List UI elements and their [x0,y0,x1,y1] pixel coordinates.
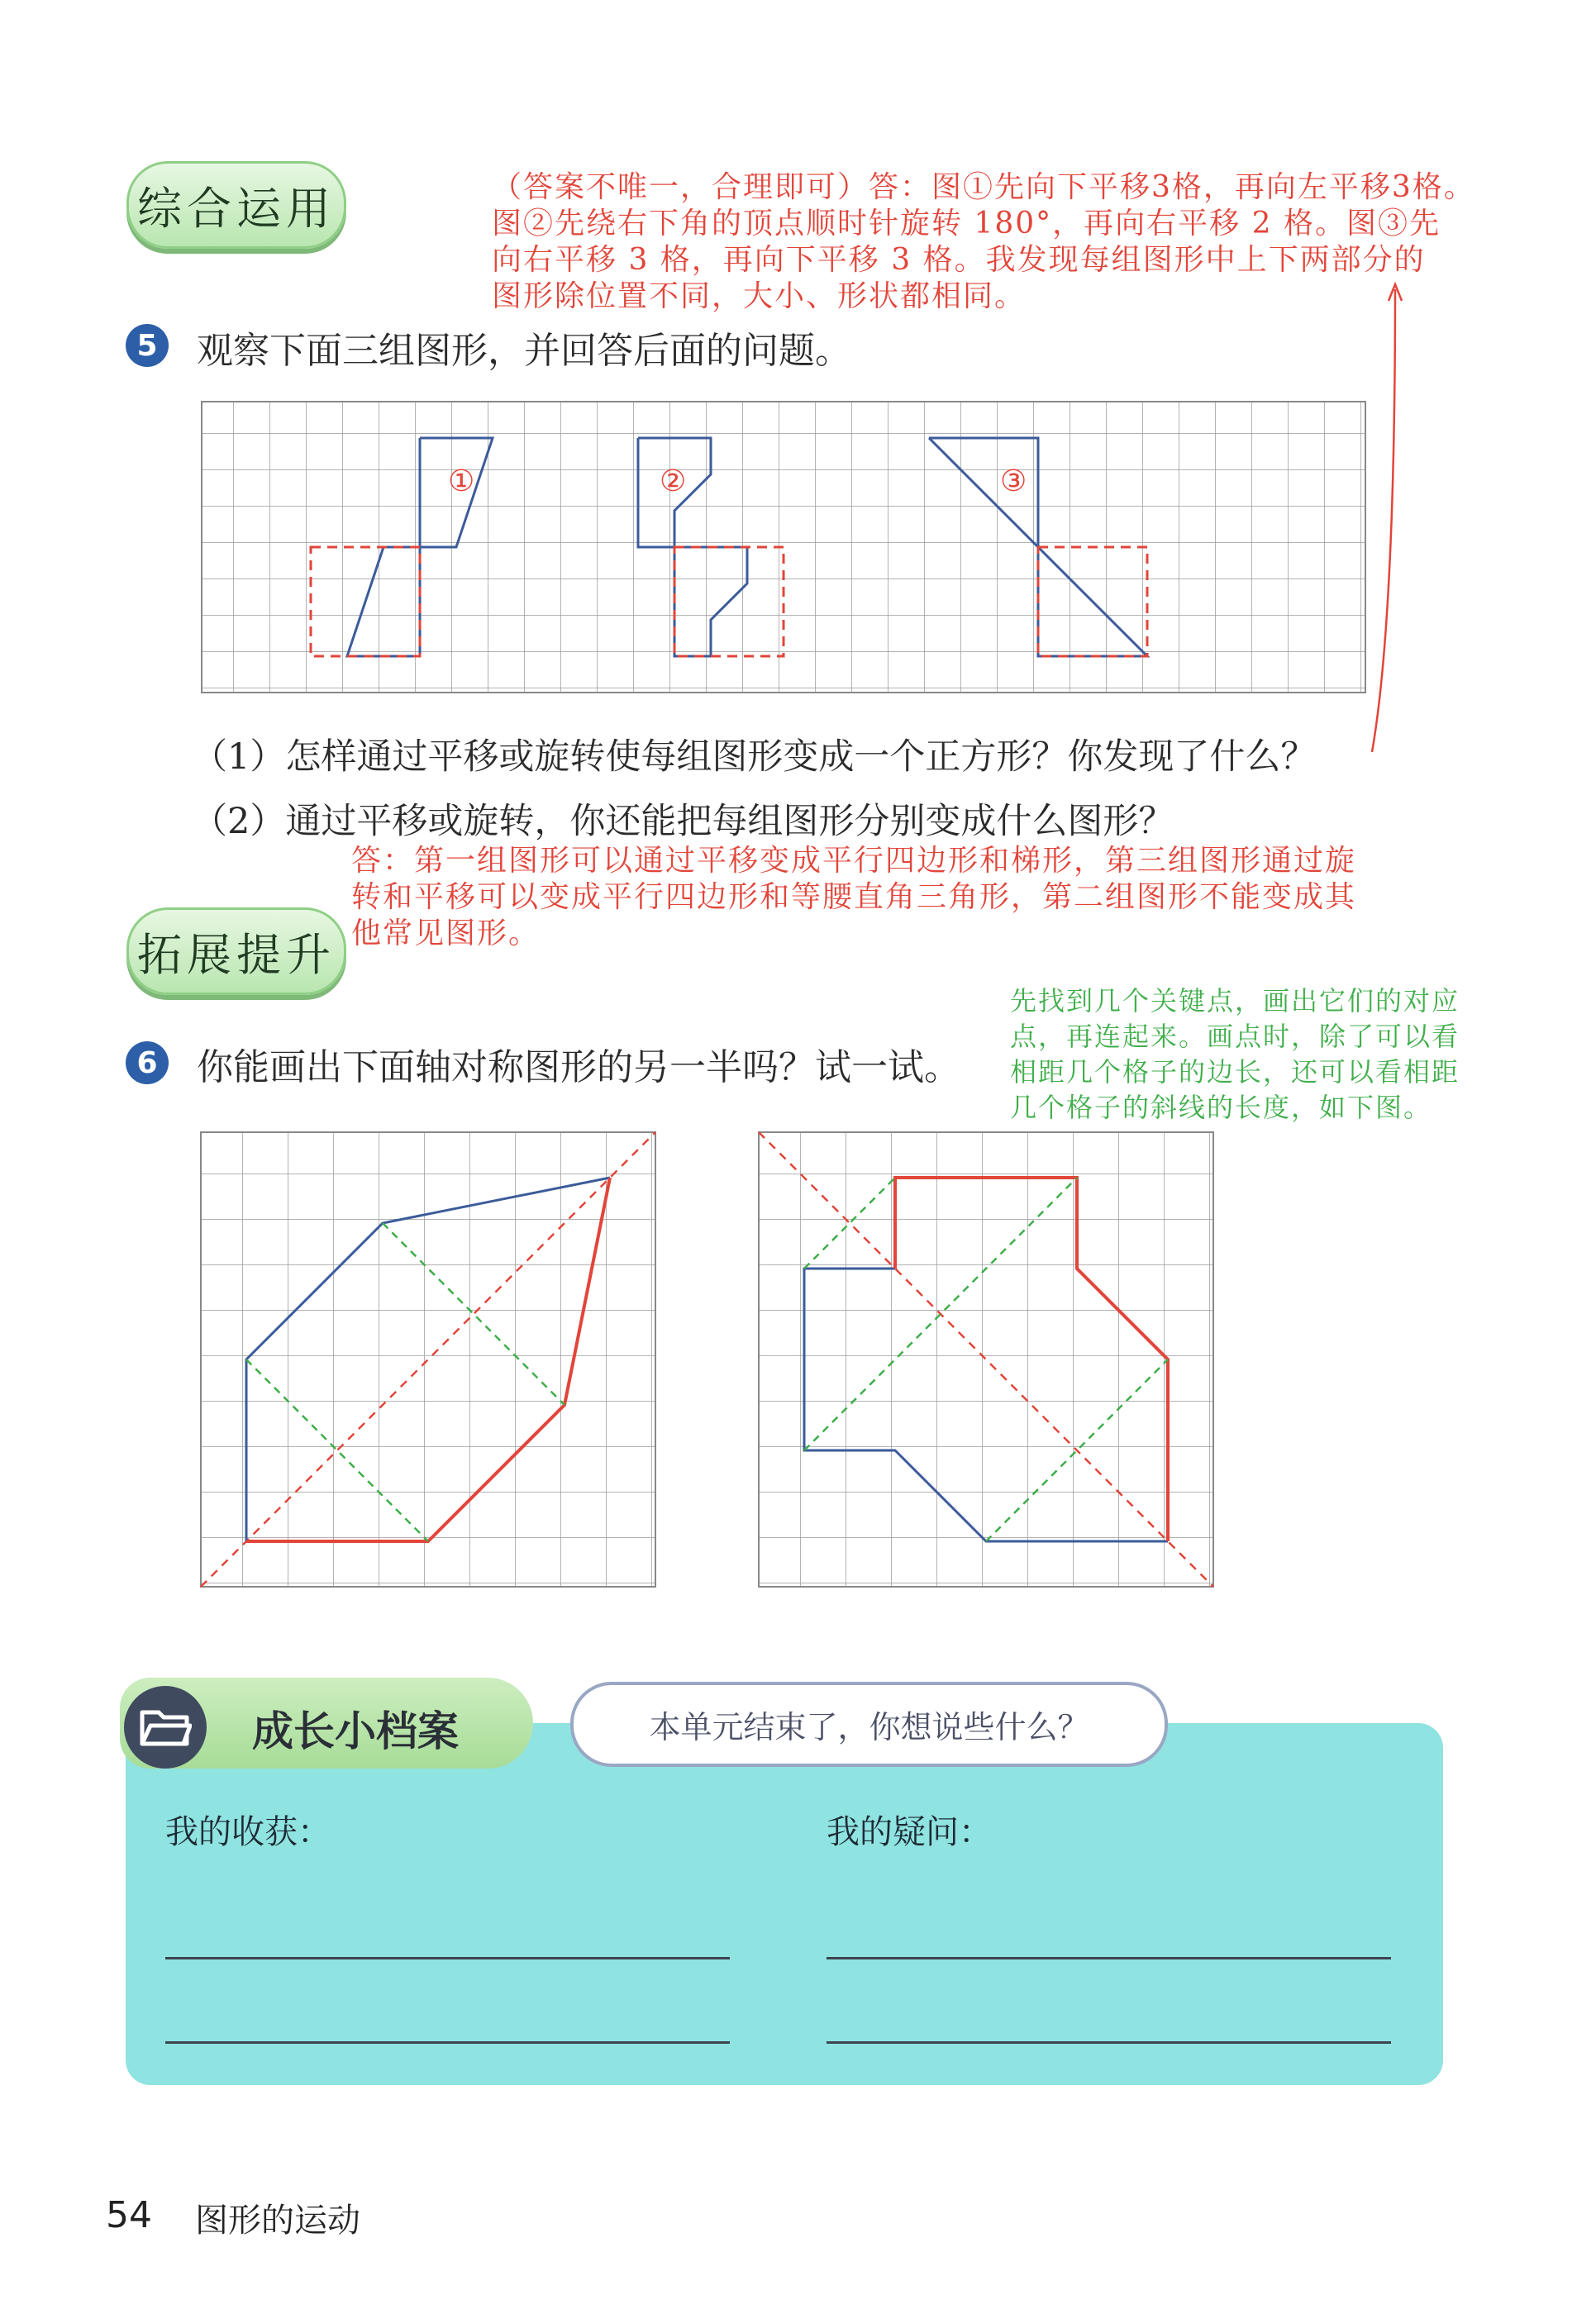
q5-answer-2-line: 他常见图形。 [351,917,541,950]
q5-sub-question-1: （1）怎样通过平移或旋转使每组图形变成一个正方形？你发现了什么？ [192,736,1317,778]
my-questions-label: 我的疑问： [827,1813,992,1851]
gains-answer-line-1[interactable] [165,1957,730,1959]
reflection-prompt-bubble [570,1682,1168,1767]
question-number-6-text: 6 [136,1045,158,1080]
q6-hint-line: 点，再连起来。画点时，除了可以看 [1010,1021,1460,1052]
q6-hint [1010,983,1460,1126]
question-number-6 [126,1041,169,1084]
q5-label-1: ① [448,464,475,498]
q6-figure-a [197,1128,668,1599]
q6-hint-line: 几个格子的斜线的长度，如下图。 [1010,1092,1432,1123]
section-label-zonghe [126,161,346,249]
q5-answer-1-line: （答案不唯一，合理即可）答：图①先向下平移3格，再向左平移3格。 [492,170,1475,204]
section-label-tuozhan-text: 拓展提升 [137,928,336,981]
q5-grid-figure [197,397,1387,702]
q5-answer-2 [351,843,1356,952]
folder-icon [124,1686,207,1769]
question-number-5-text: 5 [136,328,158,363]
question-number-5 [126,324,169,367]
section-label-zonghe-text: 综合运用 [137,182,336,235]
q5-answer-1 [492,169,1475,315]
question-5-text: 观察下面三组图形，并回答后面的问题。 [197,330,851,372]
my-gains-label: 我的收获： [165,1813,331,1851]
q6-figure-b [755,1128,1226,1599]
q5-label-3: ③ [1000,464,1027,498]
reflection-prompt-text: 本单元结束了，你想说些什么？ [649,1709,1089,1745]
growth-archive-title: 成长小档案 [252,1707,459,1755]
section-label-tuozhan [126,907,346,995]
growth-archive-card [126,1723,1443,2085]
answer-pointer-arrow [1355,273,1405,769]
q6-hint-line: 先找到几个关键点，画出它们的对应 [1010,985,1460,1017]
q5-answer-1-line: 图②先绕右下角的顶点顺时针旋转 180°，再向右平移 2 格。图③先 [492,207,1441,240]
q5-label-2: ② [660,464,687,498]
q5-answer-1-line: 图形除位置不同，大小、形状都相同。 [492,279,1027,313]
questions-answer-line-1[interactable] [827,1957,1391,1959]
q5-answer-2-line: 转和平移可以变成平行四边形和等腰直角三角形，第二组图形不能变成其 [351,880,1357,914]
questions-answer-line-2[interactable] [827,2041,1391,2044]
q5-answer-2-line: 答：第一组图形可以通过平移变成平行四边形和梯形，第三组图形通过旋 [351,844,1357,878]
q5-answer-1-line: 向右平移 3 格，再向下平移 3 格。我发现每组图形中上下两部分的 [492,243,1426,277]
chapter-title: 图形的运动 [195,2202,360,2240]
page-number: 54 [106,2194,152,2236]
question-6-text: 你能画出下面轴对称图形的另一半吗？试一试。 [197,1046,960,1088]
gains-answer-line-2[interactable] [165,2041,730,2044]
q5-sub-question-2: （2）通过平移或旋转，你还能把每组图形分别变成什么图形？ [192,801,1174,842]
q6-hint-line: 相距几个格子的边长，还可以看相距 [1010,1056,1460,1088]
